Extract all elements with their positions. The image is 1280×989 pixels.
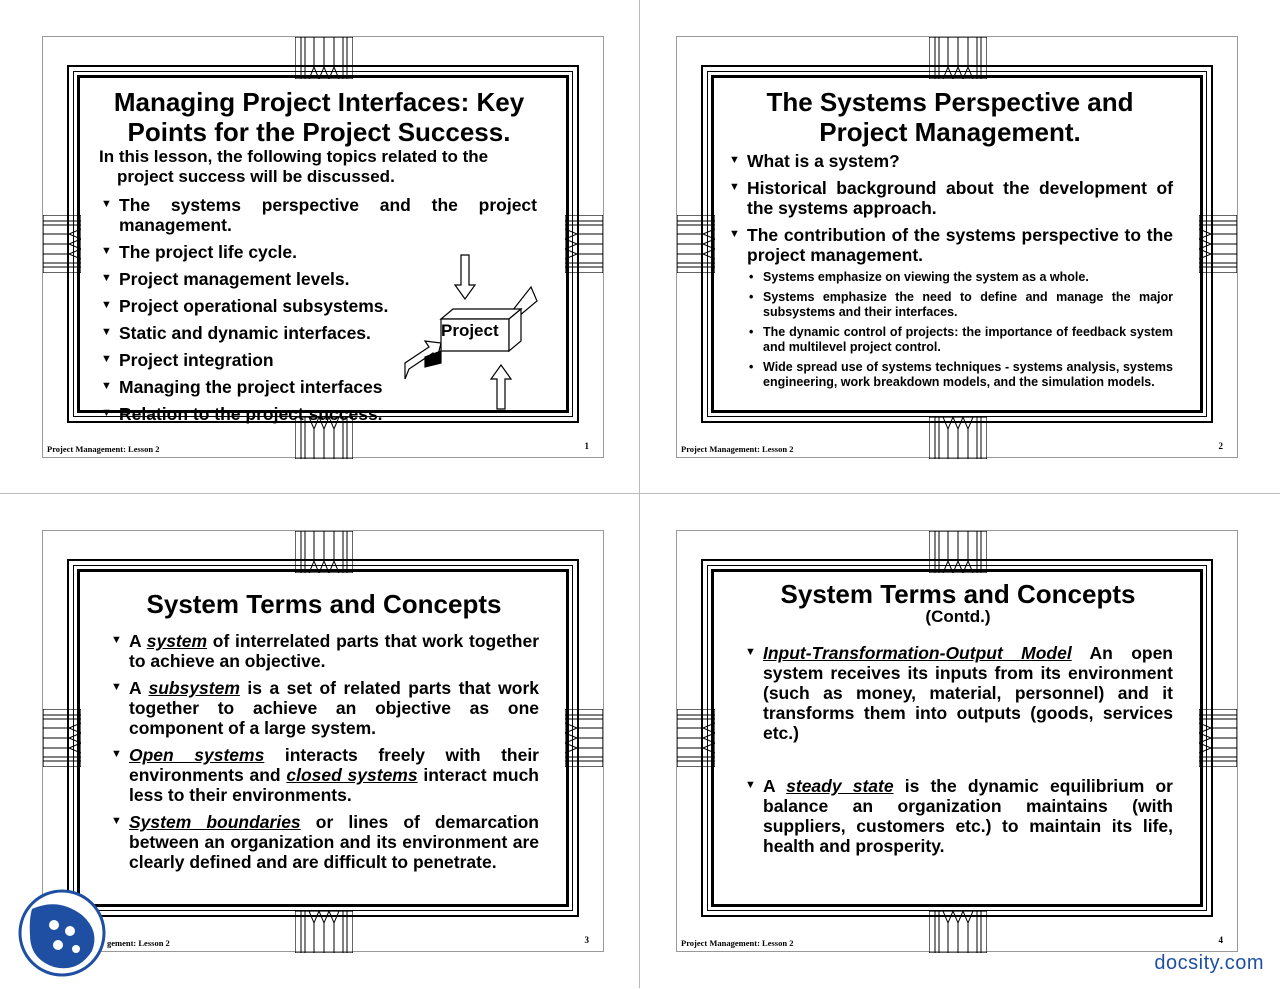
- text: interacts freely with their environments and: [129, 745, 539, 785]
- docsity-watermark-link[interactable]: docsity.com: [1154, 952, 1264, 974]
- slide-title: Managing Project Interfaces: Key Points for the Project Success.: [113, 87, 525, 147]
- list-item: [109, 745, 539, 805]
- list-item: ▼ Historical background about the development of the systems approach.: [727, 178, 1173, 218]
- term: steady state: [786, 776, 894, 796]
- right-ornament-icon: [1199, 215, 1237, 273]
- list-item: [109, 812, 539, 872]
- sub-list-item: • Wide spread use of systems techniques - systems analysis, systems engineering, work breakdown models, and the simulation models.: [749, 360, 1173, 390]
- list-item: [743, 776, 1173, 856]
- top-ornament-icon: [295, 531, 353, 573]
- slide-footer: Project Management: Lesson 2: [681, 938, 794, 948]
- text: A: [129, 678, 149, 698]
- list-item-text: The contribution of the systems perspective to the project management.: [747, 225, 1173, 265]
- slide-intro: [99, 147, 539, 187]
- list-item: ▼ Static and dynamic interfaces.: [99, 323, 537, 343]
- topic-list: [727, 151, 1173, 390]
- slide-3: [42, 530, 604, 952]
- text: is a set of related parts that work together to achieve an objective as one component of a large system.: [129, 678, 539, 738]
- sub-list: [749, 270, 1173, 390]
- slide-title: System Terms and Concepts: [780, 579, 1136, 609]
- list-item: ▼ Project operational subsystems.: [99, 296, 537, 316]
- arrow-up-icon: [491, 365, 511, 409]
- sub-list-item: • Systems emphasize on viewing the system as a whole.: [749, 270, 1173, 285]
- page-quadrant-4: [640, 494, 1280, 988]
- arrow-down-icon: [455, 255, 475, 299]
- diagram-label: Project: [441, 321, 499, 340]
- concept-list: [109, 631, 539, 872]
- text: A: [763, 776, 787, 796]
- list-item: ▼ Relation to the project success.: [99, 404, 537, 424]
- left-ornament-icon: [677, 215, 715, 273]
- bottom-ornament-icon: [295, 911, 353, 953]
- page-number: 3: [584, 935, 589, 945]
- concept-list: [743, 643, 1173, 856]
- slide-2: [676, 36, 1238, 458]
- slide-content: [727, 87, 1173, 407]
- list-item: [109, 631, 539, 671]
- text: of interrelated parts that work together to achieve an objective.: [129, 631, 540, 671]
- left-ornament-icon: [677, 709, 715, 767]
- list-item: [109, 678, 539, 738]
- text: An open system receives its inputs from its environment (such as money, material, personnel) and it transforms them into outputs (goods, services etc.): [763, 643, 1173, 743]
- text: or lines of demarcation between an organization and its environment are clearly defined and are difficult to penetrate.: [129, 812, 539, 872]
- page-quadrant-2: [640, 0, 1280, 494]
- left-ornament-icon: [43, 709, 81, 767]
- sub-list-item: • Systems emphasize the need to define and manage the major subsystems and their interfaces.: [749, 290, 1173, 320]
- slide-footer: gement: Lesson 2: [107, 938, 170, 948]
- top-ornament-icon: [929, 37, 987, 79]
- text: A: [129, 631, 147, 651]
- page-quadrant-1: [0, 0, 640, 494]
- text: is the dynamic equilibrium or balance an organization maintains (with suppliers, customers etc.) to maintain its life, health and prosperity.: [763, 776, 1173, 856]
- left-ornament-icon: [43, 215, 81, 273]
- right-ornament-icon: [1199, 709, 1237, 767]
- page-number: 1: [584, 441, 589, 451]
- top-ornament-icon: [929, 531, 987, 573]
- slide-content: [743, 579, 1173, 901]
- intro-text: In this lesson, the following topics related to the project success will be discussed.: [99, 147, 489, 186]
- slide-title: The Systems Perspective and Project Management.: [766, 87, 1134, 147]
- right-ornament-icon: [565, 709, 603, 767]
- bottom-ornament-icon: [929, 417, 987, 459]
- list-item: ▼ Project management levels.: [99, 269, 537, 289]
- slide-subtitle: (Contd.): [925, 607, 991, 626]
- term: system: [146, 631, 208, 651]
- right-ornament-icon: [565, 215, 603, 273]
- term: closed systems: [286, 765, 418, 785]
- term: subsystem: [148, 678, 240, 698]
- term: Open systems: [129, 745, 265, 765]
- sub-list-item: • The dynamic control of projects: the importance of feedback system and multilevel project control.: [749, 325, 1173, 355]
- slide-content: [109, 589, 539, 901]
- list-item: ▼ The systems perspective and the project management.: [99, 195, 537, 235]
- slide-1: [42, 36, 604, 458]
- term: Input-Transformation-Output Model: [763, 643, 1072, 663]
- slide-footer: Project Management: Lesson 2: [681, 444, 794, 454]
- page-number: 2: [1218, 441, 1223, 451]
- list-item: ▼ The project life cycle.: [99, 242, 537, 262]
- top-ornament-icon: [295, 37, 353, 79]
- list-item: ▼ What is a system?: [727, 151, 1173, 171]
- list-item: [743, 643, 1173, 743]
- page-number: 4: [1218, 935, 1223, 945]
- slide-footer: Project Management: Lesson 2: [47, 444, 160, 454]
- list-item: [727, 225, 1173, 390]
- list-item: ▼ Managing the project interfaces: [99, 377, 537, 397]
- term: System boundaries: [129, 812, 301, 832]
- slide-title: System Terms and Concepts: [146, 589, 502, 619]
- text: interact much less to their environments.: [129, 765, 539, 805]
- slide-4: [676, 530, 1238, 952]
- bottom-ornament-icon: [929, 911, 987, 953]
- docsity-logo-icon[interactable]: [18, 889, 106, 977]
- list-item: ▼ Project integration: [99, 350, 537, 370]
